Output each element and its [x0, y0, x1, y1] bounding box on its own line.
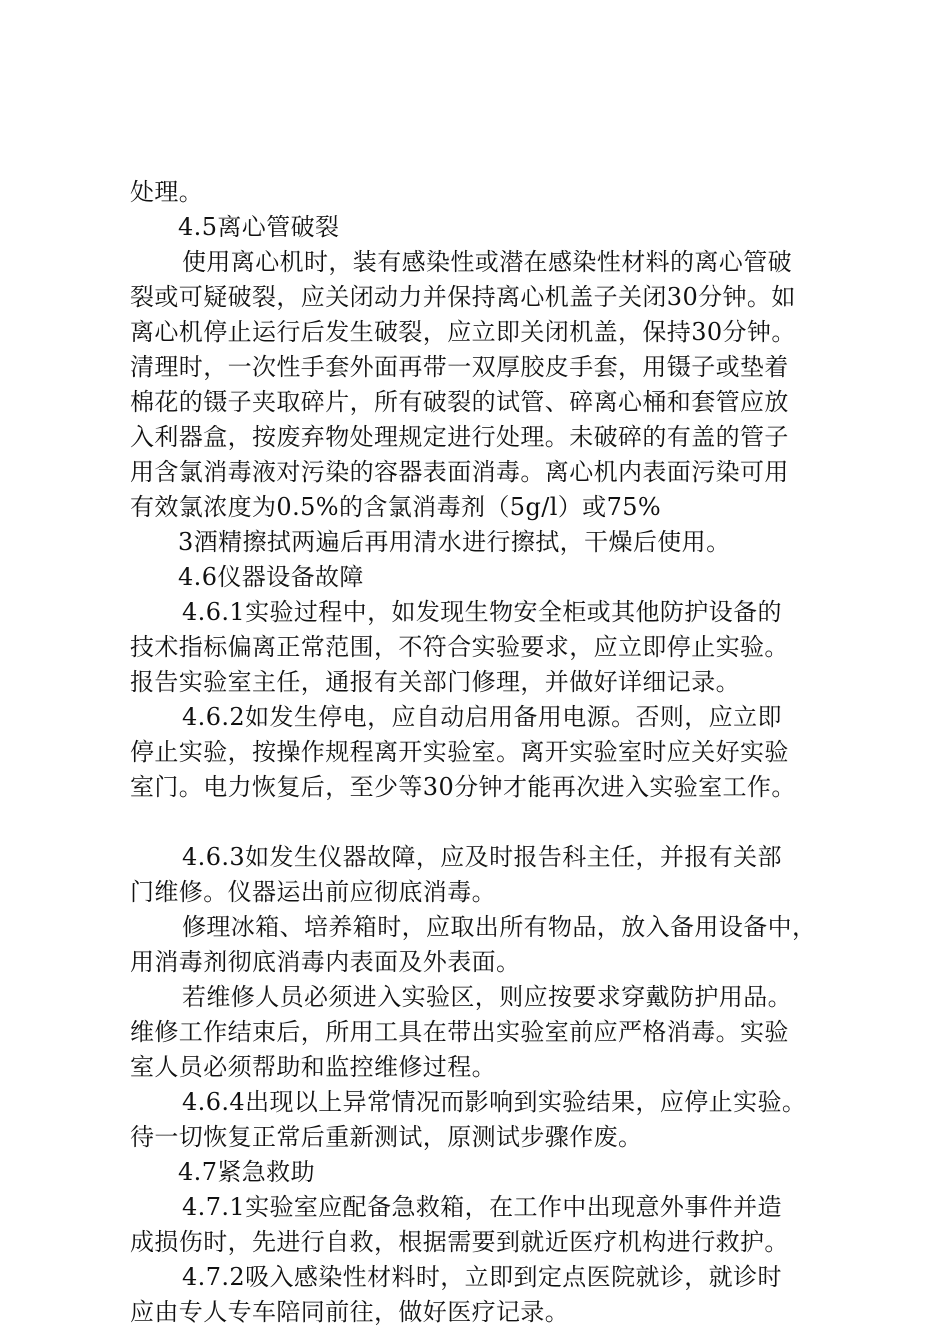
text-line: 室门。电力恢复后，至少等30分钟才能再次进入实验室工作。	[130, 773, 796, 801]
section-heading: 4.7紧急救助	[178, 1158, 315, 1186]
text-line: 待一切恢复正常后重新测试，原测试步骤作废。	[130, 1123, 643, 1151]
text-line: 处理。	[130, 178, 204, 206]
text-line: 使用离心机时，装有感染性或潜在感染性材料的离心管破	[182, 248, 792, 276]
text-line: 入利器盒，按废弃物处理规定进行处理。未破碎的有盖的管子	[130, 423, 789, 451]
text-line: 4.7.1实验室应配备急救箱，在工作中出现意外事件并造	[182, 1193, 782, 1221]
text-line: 用消毒剂彻底消毒内表面及外表面。	[130, 948, 521, 976]
text-line: 清理时，一次性手套外面再带一双厚胶皮手套，用镊子或垫着	[130, 353, 789, 381]
text-line: 用含氯消毒液对污染的容器表面消毒。离心机内表面污染可用	[130, 458, 789, 486]
text-line: 报告实验室主任，通报有关部门修理，并做好详细记录。	[130, 668, 740, 696]
text-line: 有效氯浓度为0.5%的含氯消毒剂（5g/l）或75%	[130, 493, 662, 521]
text-line: 离心机停止运行后发生破裂，应立即关闭机盖，保持30分钟。	[130, 318, 796, 346]
text-line: 技术指标偏离正常范围，不符合实验要求，应立即停止实验。	[130, 633, 789, 661]
text-line: 成损伤时，先进行自救，根据需要到就近医疗机构进行救护。	[130, 1228, 789, 1256]
text-line: 修理冰箱、培养箱时，应取出所有物品，放入备用设备中，	[182, 913, 817, 941]
text-line: 维修工作结束后，所用工具在带出实验室前应严格消毒。实验	[130, 1018, 789, 1046]
text-line: 4.6.1实验过程中，如发现生物安全柜或其他防护设备的	[182, 598, 782, 626]
text-line: 室人员必须帮助和监控维修过程。	[130, 1053, 496, 1081]
text-line: 若维修人员必须进入实验区，则应按要求穿戴防护用品。	[182, 983, 792, 1011]
text-line: 门维修。仪器运出前应彻底消毒。	[130, 878, 496, 906]
text-line: 应由专人专车陪同前往，做好医疗记录。	[130, 1298, 570, 1326]
text-line: 裂或可疑破裂，应关闭动力并保持离心机盖子关闭30分钟。如	[130, 283, 796, 311]
text-line: 3酒精擦拭两遍后再用清水进行擦拭，干燥后使用。	[178, 528, 731, 556]
section-heading: 4.6仪器设备故障	[178, 563, 364, 591]
text-line: 4.6.4出现以上异常情况而影响到实验结果，应停止实验。	[182, 1088, 807, 1116]
section-heading: 4.5离心管破裂	[178, 213, 340, 241]
text-line: 4.6.2如发生停电，应自动启用备用电源。否则，应立即	[182, 703, 782, 731]
text-line: 4.6.3如发生仪器故障，应及时报告科主任，并报有关部	[182, 843, 782, 871]
text-line: 停止实验，按操作规程离开实验室。离开实验室时应关好实验	[130, 738, 789, 766]
text-line: 4.7.2吸入感染性材料时，立即到定点医院就诊，就诊时	[182, 1263, 782, 1291]
text-line: 棉花的镊子夹取碎片，所有破裂的试管、碎离心桶和套管应放	[130, 388, 789, 416]
